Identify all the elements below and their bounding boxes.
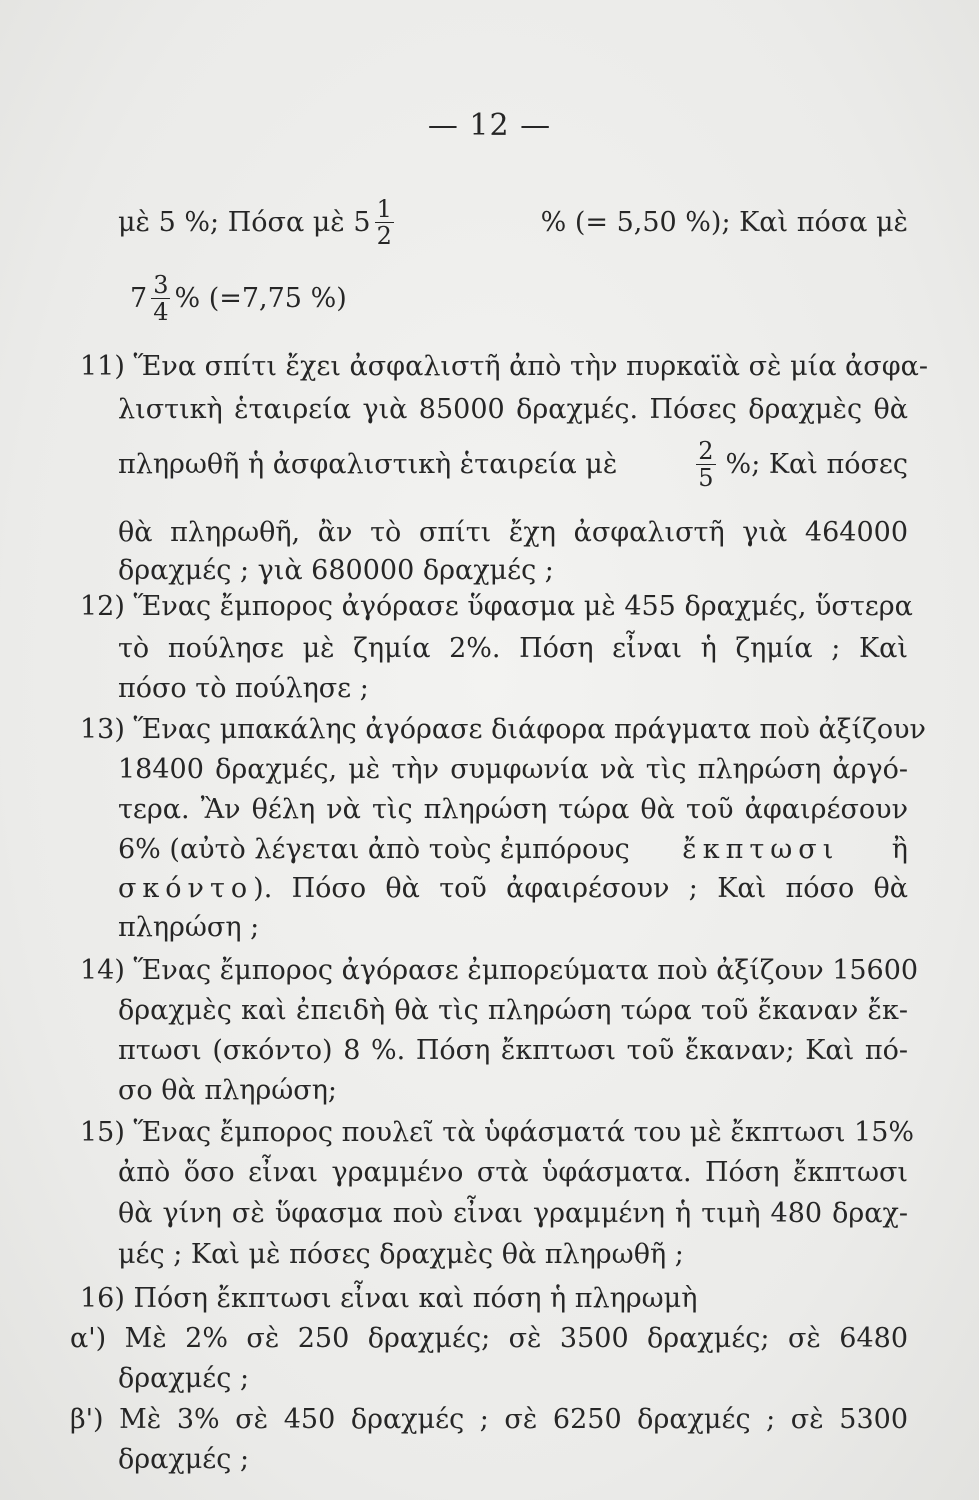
problem-13-line-5: [118, 872, 908, 906]
text-fragment-spaced: ἔκπτωσι: [682, 834, 840, 865]
fraction: [696, 438, 715, 491]
problem-12-line-1: 12) Ἕνας ἔμπορος ἀγόρασε ὕφασμα μὲ 455 δραχμές, ὕστερα: [80, 591, 913, 622]
fraction-denominator: 4: [153, 298, 169, 326]
text-fragment-spaced: σκόντο: [118, 873, 254, 904]
problem-15-line-3: θὰ γίνη σὲ ὕφασμα ποὺ εἶναι γραμμένη ἡ τιμὴ 480 δραχ-: [118, 1198, 908, 1229]
problem-15-line-1: 15) Ἕνας ἔμπορος πουλεῖ τὰ ὑφάσματά του μὲ ἔκπτωσι 15%: [80, 1117, 915, 1148]
fraction-numerator: 1: [376, 195, 392, 223]
problem-14-line-3: πτωσι (σκόντο) 8 %. Πόση ἔκπτωσι τοῦ ἔκαναν; Καὶ πό-: [118, 1035, 908, 1066]
fraction: [375, 196, 394, 249]
problem-13-line-2: 18400 δραχμές, μὲ τὴν συμφωνία νὰ τὶς πληρώση ἀργό-: [118, 754, 908, 785]
text-fragment: ). Πόσο θὰ τοῦ ἀφαιρέσουν ; Καὶ πόσο θὰ: [253, 873, 908, 904]
problem-14-line-2: δραχμὲς καὶ ἐπειδὴ θὰ τὶς πληρώση τώρα τοῦ ἔκαναν ἔκ-: [118, 995, 908, 1026]
problem-14-line-1: 14) Ἕνας ἔμπορος ἀγόρασε ἐμπορεύματα ποὺ ἀξίζουν 15600: [80, 955, 919, 986]
fraction-numerator: 3: [153, 271, 169, 299]
problem-16-b-line-1: β') Μὲ 3% σὲ 450 δραχμές ; σὲ 6250 δραχμές ; σὲ 5300: [70, 1404, 908, 1435]
problem-11-line-2: λιστικὴ ἑταιρεία γιὰ 85000 δραχμές. Πόσες δραχμὲς θὰ: [118, 394, 908, 425]
problem-12-line-3: πόσο τὸ πούλησε ;: [118, 673, 369, 704]
problem-14-line-4: σο θὰ πληρώση;: [118, 1075, 337, 1106]
problem-16-b-line-2: δραχμές ;: [118, 1444, 250, 1475]
text-fragment: % (= 5,50 %); Καὶ πόσα μὲ: [540, 206, 908, 238]
text-fragment: πληρωθῆ ἡ ἀσφαλιστικὴ ἑταιρεία μὲ: [118, 448, 618, 480]
text-line: [118, 196, 908, 249]
fraction-numerator: 2: [698, 437, 714, 465]
fraction-denominator: 2: [376, 222, 392, 250]
problem-15-line-2: ἀπὸ ὅσο εἶναι γραμμένο στὰ ὑφάσματα. Πόση ἔκπτωσι: [118, 1157, 908, 1188]
text-fragment: μὲ 5 %; Πόσα μὲ 5: [118, 206, 371, 238]
text-fragment: 6% (αὐτὸ λέγεται ἀπὸ τοὺς ἐμπόρους: [118, 834, 630, 865]
page-number: — 12 —: [427, 108, 552, 143]
problem-11-line-3: [118, 438, 908, 491]
fraction-denominator: 5: [698, 464, 714, 492]
problem-16-line-1: 16) Πόση ἔκπτωσι εἶναι καὶ πόση ἡ πληρωμὴ: [80, 1283, 698, 1314]
text-fragment: %; Καὶ πόσες: [725, 448, 908, 480]
text-line: [130, 272, 347, 325]
text-fragment: % (=7,75 %): [174, 282, 347, 314]
problem-12-line-2: τὸ πούλησε μὲ ζημία 2%. Πόση εἶναι ἡ ζημία ; Καὶ: [118, 633, 908, 664]
problem-13-line-6: πληρώση ;: [118, 912, 260, 943]
problem-13-line-1: 13) Ἕνας μπακάλης ἀγόρασε διάφορα πράγματα ποὺ ἀξίζουν: [80, 714, 926, 745]
fraction: [151, 272, 170, 325]
problem-16-a-line-2: δραχμές ;: [118, 1363, 250, 1394]
problem-13-line-3: τερα. Ἂν θέλη νὰ τὶς πληρώση τώρα θὰ τοῦ ἀφαιρέσουν: [118, 794, 908, 825]
text-fragment: 7: [130, 282, 148, 314]
problem-13-line-4: [118, 833, 908, 867]
problem-11-line-4: θὰ πληρωθῆ, ἂν τὸ σπίτι ἔχη ἀσφαλιστῆ γιὰ 464000: [118, 517, 908, 548]
text-fragment: ἢ: [891, 834, 908, 865]
problem-11-line-1: 11) Ἕνα σπίτι ἔχει ἀσφαλιστῆ ἀπὸ τὴν πυρκαϊὰ σὲ μία ἀσφα-: [80, 351, 928, 382]
problem-16-a-line-1: α') Μὲ 2% σὲ 250 δραχμές; σὲ 3500 δραχμές; σὲ 6480: [70, 1323, 908, 1354]
problem-11-line-5: δραχμές ; γιὰ 680000 δραχμές ;: [118, 555, 554, 586]
problem-15-line-4: μές ; Καὶ μὲ πόσες δραχμὲς θὰ πληρωθῆ ;: [118, 1239, 684, 1270]
